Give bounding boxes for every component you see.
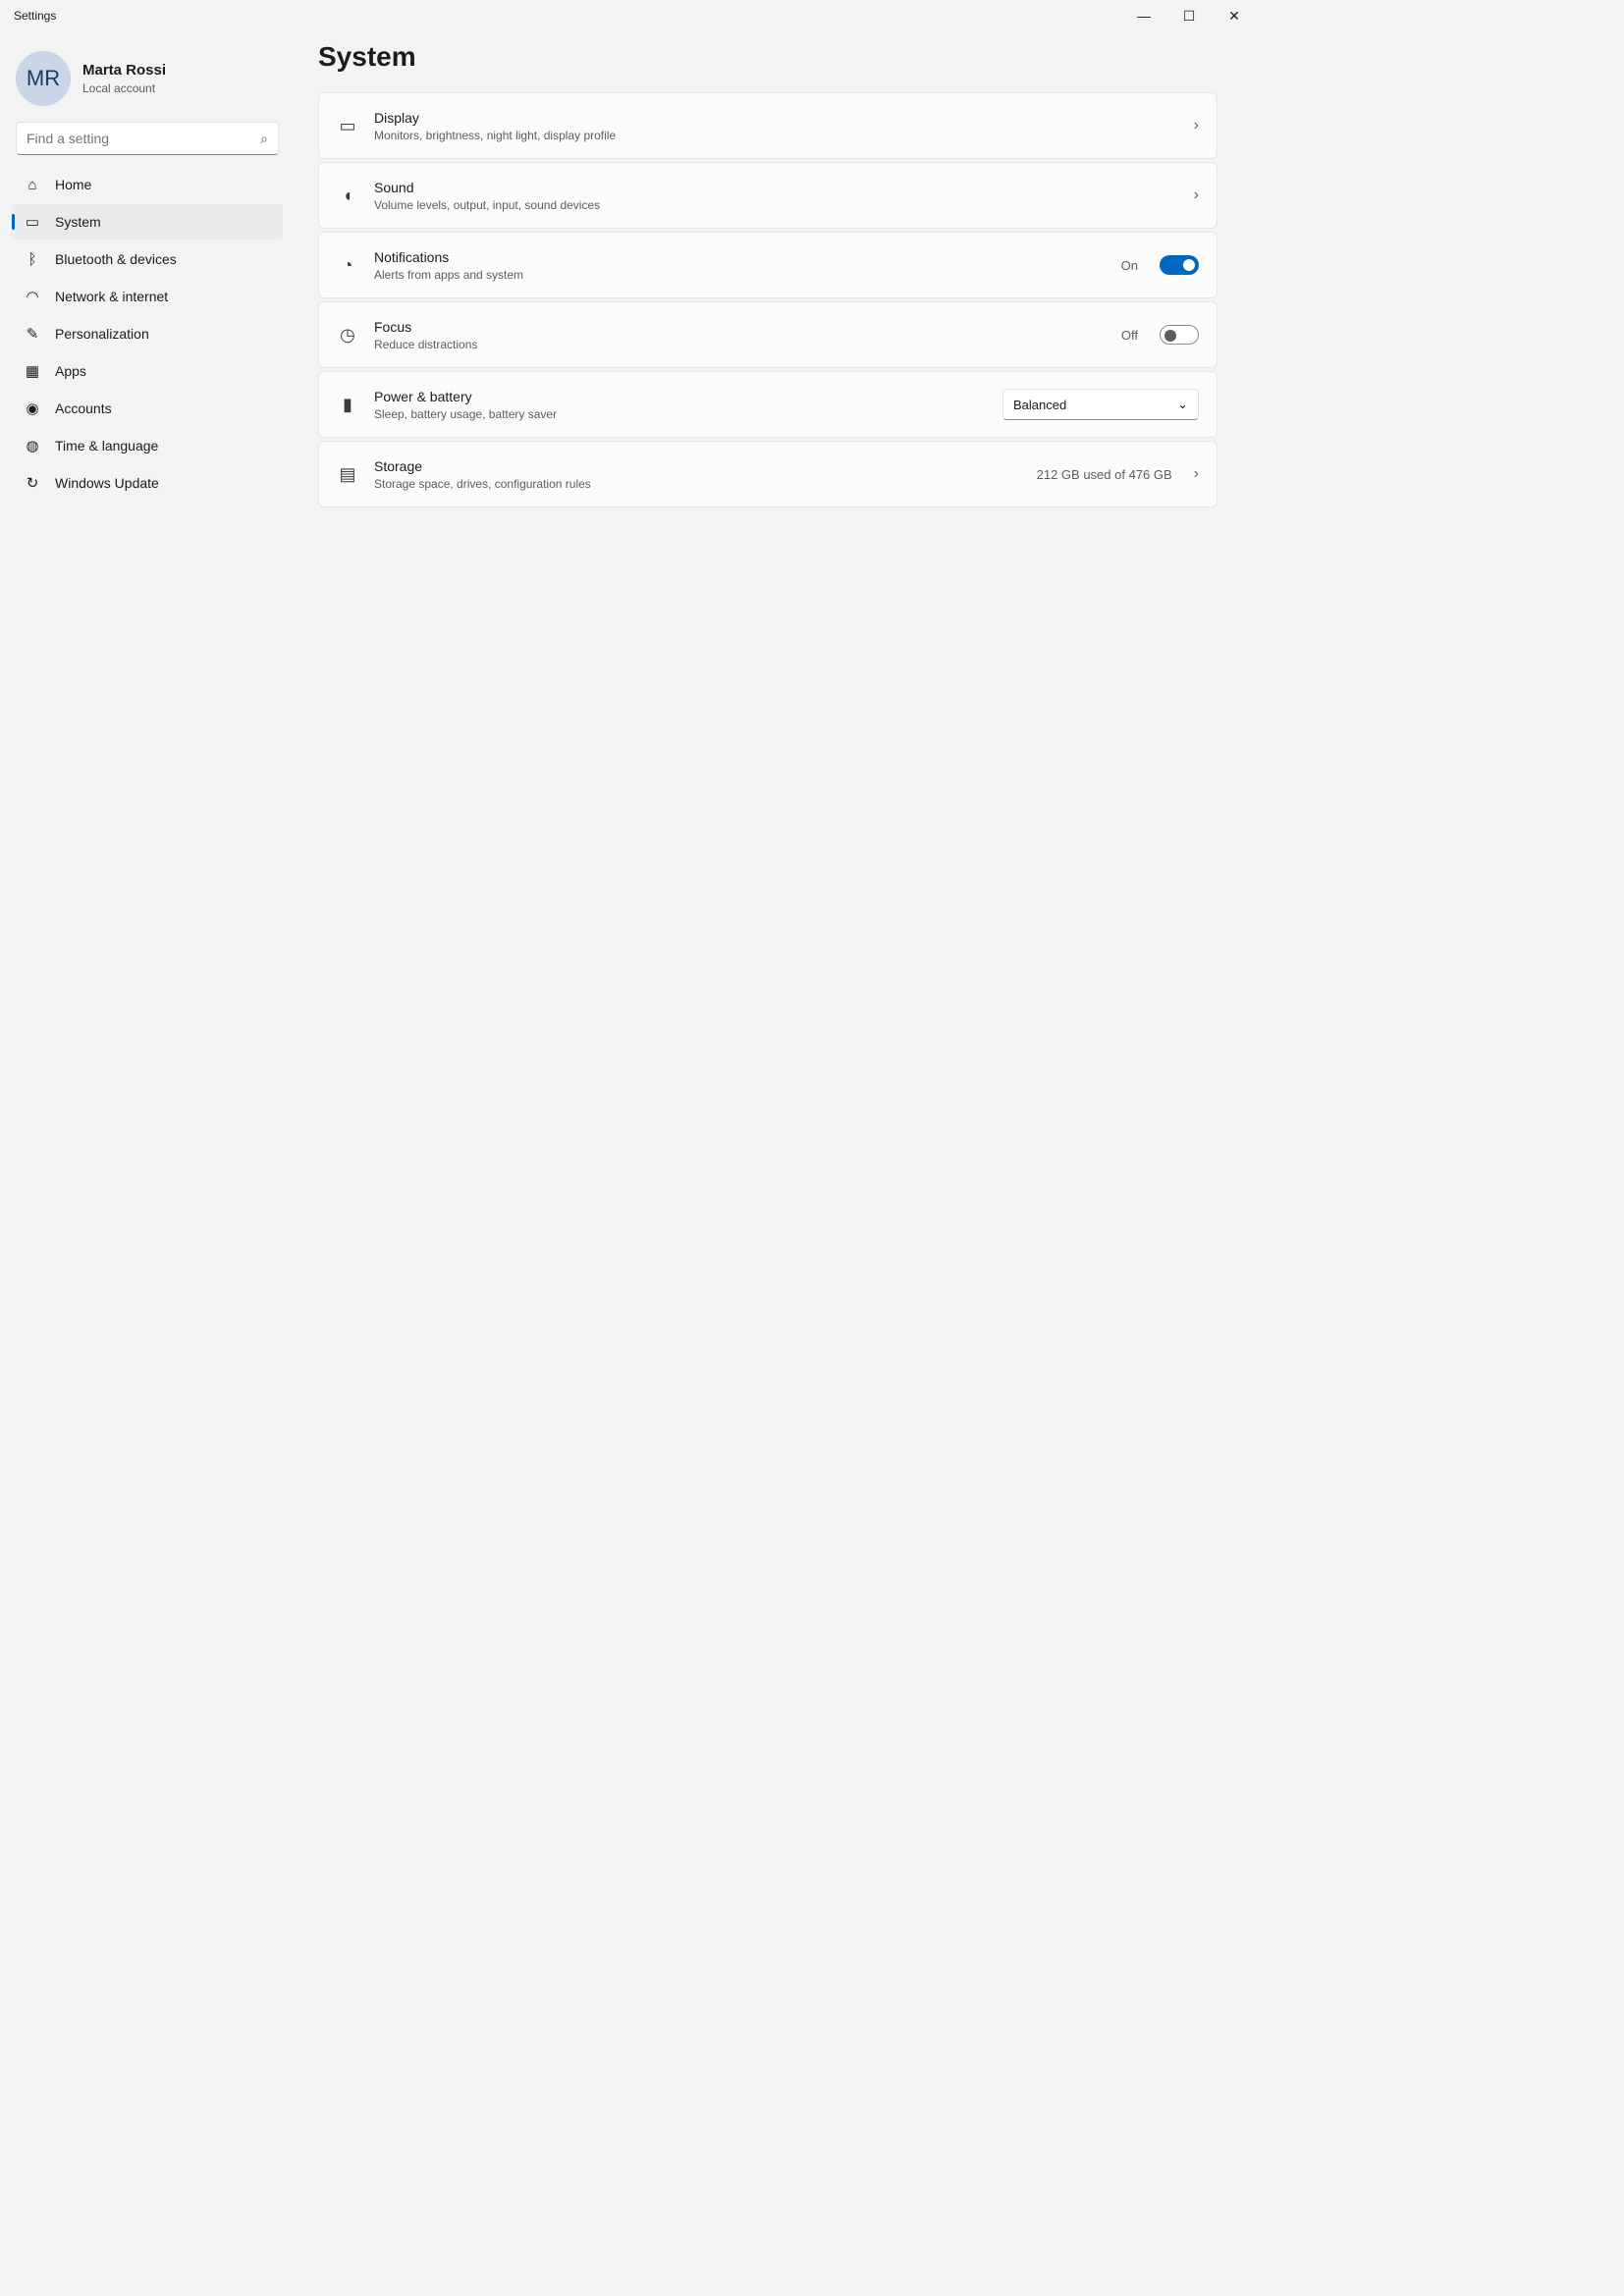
settings-row-text	[374, 180, 1178, 212]
settings-row-label: Notifications	[374, 248, 450, 265]
toggle-knob	[1183, 259, 1195, 271]
settings-row-description: Monitors, brightness, night light, display profile	[374, 128, 617, 142]
chevron-down-icon: ⌄	[1177, 397, 1188, 411]
settings-row-description: Reduce distractions	[374, 337, 478, 351]
nav-item-label: Apps	[55, 363, 86, 379]
settings-row-storage	[318, 441, 1218, 507]
nav-item-label: Home	[55, 177, 92, 192]
toggle-state-label: Off	[1120, 327, 1138, 343]
search-box	[16, 122, 279, 155]
settings-row-notifications	[318, 232, 1218, 298]
toggle-state-label: On	[1120, 257, 1138, 273]
globe-icon: ◍	[26, 438, 39, 454]
chevron-right-icon[interactable]: ›	[1193, 187, 1199, 203]
person-icon: ◉	[26, 400, 39, 417]
title-bar	[0, 0, 1257, 31]
nav-item-update[interactable]	[12, 465, 283, 501]
monitor-icon: ▭	[339, 115, 356, 135]
settings-row-text	[374, 389, 987, 421]
settings-nav	[0, 31, 295, 785]
brush-icon: ✎	[26, 326, 39, 343]
nav-item-label: Bluetooth & devices	[55, 251, 177, 267]
settings-row-label: Focus	[374, 318, 412, 335]
drive-icon: ▤	[339, 463, 356, 484]
nav-list	[12, 167, 283, 501]
focus-toggle[interactable]	[1160, 325, 1199, 345]
page-title: System	[318, 41, 416, 72]
nav-item-label: Accounts	[55, 400, 112, 416]
monitor-icon: ▭	[25, 214, 40, 231]
settings-row-description: Volume levels, output, input, sound devices	[374, 197, 601, 212]
nav-item-label: Network & internet	[55, 289, 169, 304]
nav-item-label: System	[55, 214, 101, 230]
nav-item-label: Windows Update	[55, 475, 159, 491]
apps-icon: ▦	[25, 363, 40, 380]
power-mode-select[interactable]	[1002, 389, 1199, 420]
settings-row-power	[318, 371, 1218, 438]
chevron-right-icon[interactable]: ›	[1193, 117, 1199, 133]
settings-row-description: Alerts from apps and system	[374, 267, 524, 282]
notifications-toggle[interactable]	[1160, 255, 1199, 275]
speaker-icon: ◖	[342, 185, 353, 205]
settings-row-label: Storage	[374, 457, 423, 474]
settings-row-description: Storage space, drives, configuration rules	[374, 476, 591, 491]
minimize-button[interactable]: —	[1137, 8, 1151, 24]
search-icon[interactable]: ⌕	[260, 130, 268, 146]
settings-row-focus	[318, 301, 1218, 368]
toggle-knob	[1164, 330, 1176, 342]
nav-item-accounts[interactable]	[12, 391, 283, 426]
profile-name: Marta Rossi	[82, 62, 167, 79]
avatar: MR	[16, 51, 71, 106]
nav-item-personalization[interactable]	[12, 316, 283, 351]
bell-icon: ◔	[342, 254, 353, 275]
settings-rows	[318, 92, 1218, 507]
bluetooth-icon: ᛒ	[27, 250, 37, 268]
home-icon: ⌂	[27, 176, 37, 193]
nav-item-system[interactable]	[12, 204, 283, 240]
nav-item-bluetooth[interactable]	[12, 241, 283, 277]
profile-card[interactable]	[12, 43, 283, 122]
wifi-icon: ◠	[26, 289, 39, 305]
settings-row-description: Sleep, battery usage, battery saver	[374, 406, 558, 421]
settings-row-label: Power & battery	[374, 388, 472, 404]
window-title: Settings	[14, 9, 57, 23]
settings-row-value: 212 GB used of 476 GB	[1036, 466, 1172, 482]
clock-icon: ◷	[340, 324, 355, 345]
nav-item-time[interactable]	[12, 428, 283, 463]
nav-item-label: Time & language	[55, 438, 159, 454]
nav-item-network[interactable]	[12, 279, 283, 314]
search-input[interactable]	[27, 131, 260, 146]
battery-icon: ▮	[343, 394, 352, 414]
settings-row-label: Sound	[374, 179, 414, 195]
settings-row-text	[374, 110, 1178, 142]
settings-row-sound[interactable]	[318, 162, 1218, 229]
maximize-button[interactable]: ☐	[1182, 7, 1196, 24]
nav-item-label: Personalization	[55, 326, 149, 342]
refresh-icon: ↻	[26, 475, 39, 492]
content-pane	[295, 31, 1257, 785]
settings-row-text	[374, 458, 1021, 491]
settings-row-label: Display	[374, 109, 419, 126]
profile-account-type: Local account	[82, 81, 156, 95]
settings-row-text	[374, 249, 1106, 282]
nav-item-home[interactable]	[12, 167, 283, 202]
settings-row-display[interactable]	[318, 92, 1218, 159]
select-value: Balanced	[1013, 397, 1067, 412]
chevron-right-icon[interactable]: ›	[1193, 465, 1199, 482]
settings-row-text	[374, 319, 1106, 351]
nav-item-apps[interactable]	[12, 353, 283, 389]
close-button[interactable]: ✕	[1228, 7, 1240, 24]
